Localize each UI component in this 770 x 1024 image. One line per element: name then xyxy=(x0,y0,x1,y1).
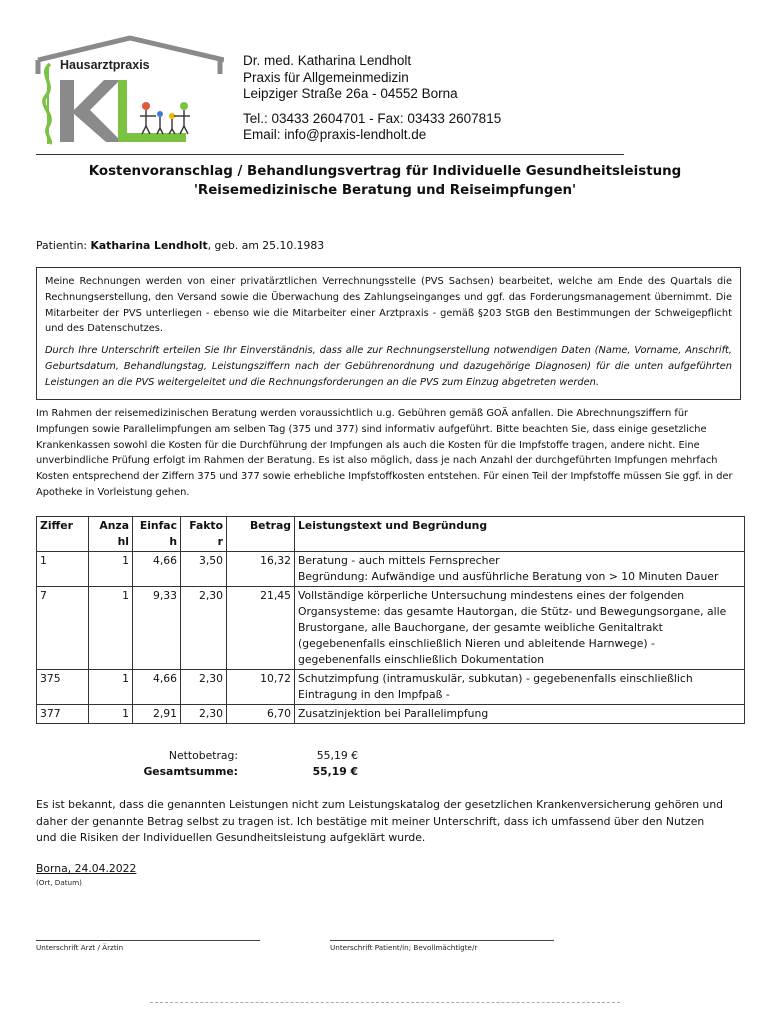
cell-anzahl: 1 xyxy=(89,587,133,670)
cell-einfach: 4,66 xyxy=(133,552,181,587)
logo-text: Hausarztpraxis xyxy=(60,58,150,72)
col-header-einfach: Einfac h xyxy=(133,517,181,552)
document-title xyxy=(0,162,770,200)
doctor-signature-line xyxy=(36,940,260,941)
place-date: Borna, 24.04.2022 xyxy=(36,862,137,875)
services-table xyxy=(36,516,745,724)
patient-name: Katharina Lendholt xyxy=(90,239,208,252)
cell-leistungstext xyxy=(295,552,745,587)
cell-betrag: 10,72 xyxy=(227,670,295,705)
cell-betrag: 21,45 xyxy=(227,587,295,670)
cell-ziffer: 1 xyxy=(37,552,89,587)
patient-signature-line xyxy=(330,940,554,941)
col-header-ziffer: Ziffer xyxy=(37,517,89,552)
table-row xyxy=(37,670,745,705)
practice-type: Praxis für Allgemeinmedizin xyxy=(243,69,409,85)
cell-faktor: 3,50 xyxy=(181,552,227,587)
cell-faktor: 2,30 xyxy=(181,587,227,670)
net-amount-value: 55,19 € xyxy=(316,749,358,762)
title-line-1: Kostenvoranschlag / Behandlungsvertrag für Individuelle Gesundheitsleistung xyxy=(88,164,682,179)
cell-ziffer: 377 xyxy=(37,705,89,724)
col-header-faktor: Fakto r xyxy=(181,517,227,552)
cell-leistungstext: Zusatzinjektion bei Parallelimpfung xyxy=(295,705,745,724)
doctor-name: Dr. med. Katharina Lendholt xyxy=(243,53,412,68)
logo-graphic xyxy=(34,34,224,146)
cell-einfach: 2,91 xyxy=(133,705,181,724)
cell-einfach: 9,33 xyxy=(133,587,181,670)
col-header-leistungstext: Leistungstext und Begründung xyxy=(295,517,745,552)
table-header-row xyxy=(37,517,745,552)
service-text: Beratung - auch mittels Fernsprecher xyxy=(298,554,500,567)
pvs-notice-text: Meine Rechnungen werden von einer privatärztlichen Verrechnungsstelle (PVS Sachsen) bearbeitet, welche am Ende des Quartals die Rechnungserstellung, den Versand sowie die Überwachung des Zahlungseinganges und ggf. das Forderungsmanagement übernimmt. Die Mitarbeiter der PVS unterliegen - ebenso wie die Mitarbeiter einer Arztpraxis - gemäß §203 StGB den Bestimmungen der Schweigepflicht und des Datenschutzes. xyxy=(45,276,732,335)
acknowledgement-paragraph: Es ist bekannt, dass die genannten Leistungen nicht zum Leistungskatalog der gesetzlichen Krankenversicherung gehören und daher der genannte Betrag selbst zu tragen ist. Ich bestätige mit meiner Unterschrift, dass ich umfassend über den Nutzen und die Risiken der Individuellen Gesundheitsleistung aufgeklärt wurde. xyxy=(36,798,724,844)
pvs-notice-box xyxy=(36,267,741,400)
cell-einfach: 4,66 xyxy=(133,670,181,705)
patient-label: Patientin: xyxy=(36,239,91,252)
place-date-caption: (Ort, Datum) xyxy=(36,878,82,887)
practice-address-block xyxy=(243,53,501,144)
patient-signature-caption: Unterschrift Patient/in; Bevollmächtigte/r xyxy=(330,943,478,952)
footer-divider xyxy=(150,1002,620,1003)
net-amount-label: Nettobetrag: xyxy=(168,749,238,762)
table-row xyxy=(37,587,745,670)
cell-faktor: 2,30 xyxy=(181,705,227,724)
phone-fax: Tel.: 03433 2604701 - Fax: 03433 2607815 xyxy=(243,110,502,126)
col-header-anzahl: Anza hl xyxy=(89,517,133,552)
col-header-betrag: Betrag xyxy=(227,517,295,552)
doctor-signature-caption: Unterschrift Arzt / Ärztin xyxy=(36,943,124,952)
service-reason: Begründung: Aufwändige und ausführliche Beratung von > 10 Minuten Dauer xyxy=(298,570,719,583)
cell-leistungstext: Schutzimpfung (intramuskulär, subkutan) - gegebenenfalls einschließlich Eintragung in den Impfpaß - xyxy=(295,670,745,705)
table-row xyxy=(37,705,745,724)
header-divider xyxy=(36,154,624,155)
cell-leistungstext: Vollständige körperliche Untersuchung mindestens eines der folgenden Organsysteme: das gesamte Hautorgan, die Stütz- und Bewegungsorgane, alle Brustorgane, alle Bauchorgane, der gesamte weibliche Genitaltrakt (gegebenenfalls einschließlich Nieren und ableitende Harnwege) - gegebenenfalls einschließlich Dokumentation xyxy=(295,587,745,670)
total-amount-label: Gesamtsumme: xyxy=(143,765,238,778)
cell-anzahl: 1 xyxy=(89,552,133,587)
cell-ziffer: 7 xyxy=(37,587,89,670)
title-line-2: 'Reisemedizinische Beratung und Reiseimpfungen' xyxy=(193,183,577,198)
cell-ziffer: 375 xyxy=(37,670,89,705)
cell-anzahl: 1 xyxy=(89,705,133,724)
table-row xyxy=(37,552,745,587)
cell-betrag: 16,32 xyxy=(227,552,295,587)
patient-line xyxy=(36,239,324,252)
street-address: Leipziger Straße 26a - 04552 Borna xyxy=(243,86,458,101)
practice-logo xyxy=(34,34,224,146)
cell-faktor: 2,30 xyxy=(181,670,227,705)
pvs-consent-text: Durch Ihre Unterschrift erteilen Sie Ihr Einverständnis, dass alle zur Rechnungserstellung notwendigen Daten (Name, Vorname, Anschrift, Geburtsdatum, Behandlungstag, Leistungsziffern nach der Gebührenordnung und dazugehörige Diagnosen) für die unten aufgeführten Leistungen an die PVS weitergeleitet und die Rechnungsforderungen an die PVS zum Einzug abgetreten werden. xyxy=(45,345,732,388)
cell-anzahl: 1 xyxy=(89,670,133,705)
cell-betrag: 6,70 xyxy=(227,705,295,724)
patient-dob: , geb. am 25.10.1983 xyxy=(207,239,325,252)
intro-paragraph: Im Rahmen der reisemedizinischen Beratung werden voraussichtlich u.g. Gebühren gemäß GOÄ anfallen. Die Abrechnungsziffern für Impfungen sowie Parallelimpfungen am selben Tag (375 und 377) sind informativ aufgeführt. Bitte beachten Sie, dass einige gesetzliche Krankenkassen sowohl die Kosten für die Durchführung der Impfungen als auch die Kosten für die Impfstoffe tragen, andere nicht. Eine unverbindliche Prüfung erfolgt im Rahmen der Beratung. Es ist also möglich, dass je nach Anzahl der durchgeführten Impfungen mehrfach Kosten entsprechend der Ziffern 375 und 377 sowie erhebliche Impfstoffkosten entstehen. Für einen Teil der Impfstoffe müssen Sie ggf. in der Apotheke in Vorleistung gehen. xyxy=(36,408,733,498)
email: Email: info@praxis-lendholt.de xyxy=(243,127,427,142)
total-amount-value: 55,19 € xyxy=(312,765,358,778)
